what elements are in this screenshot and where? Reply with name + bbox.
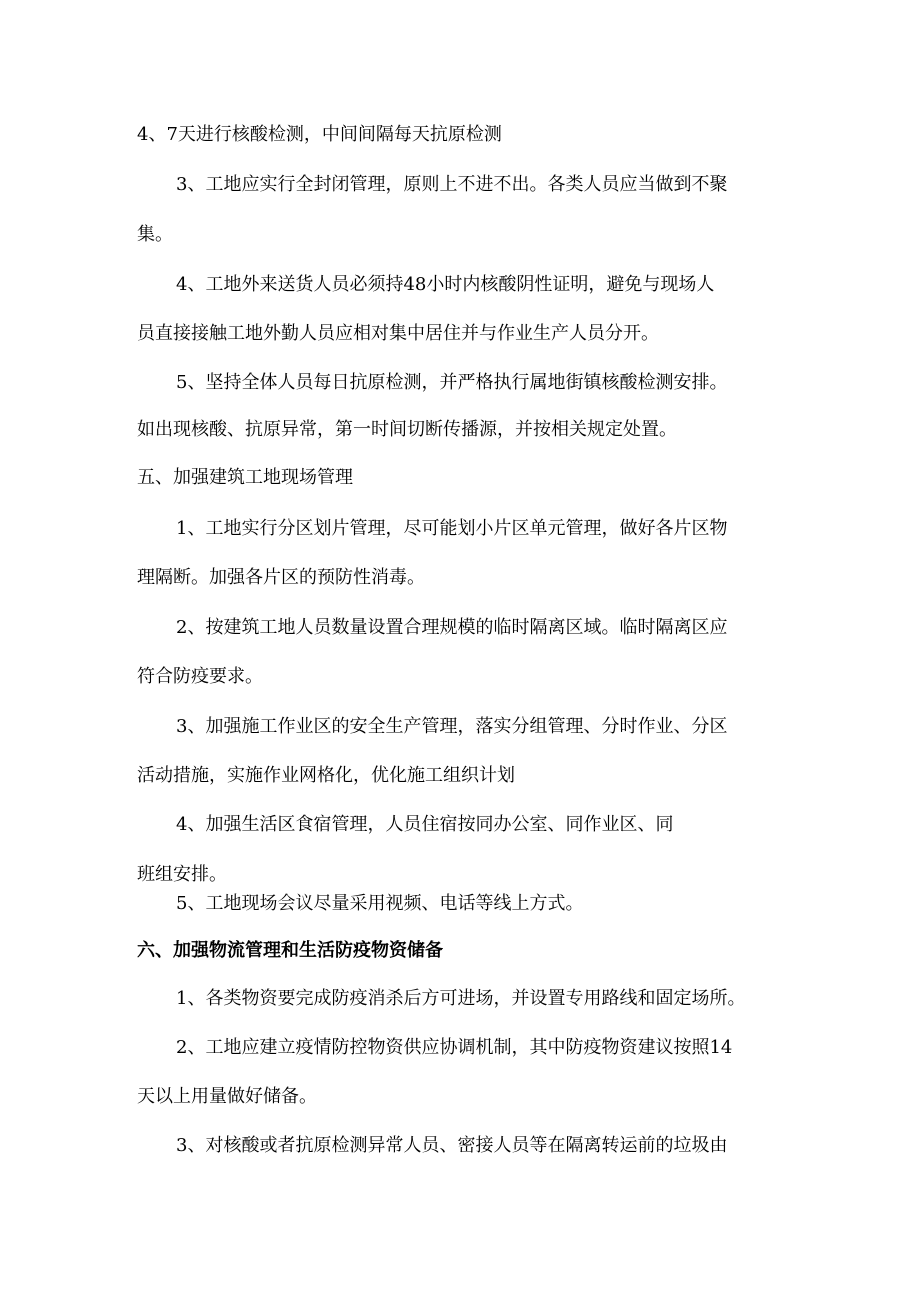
paragraph-item-3: 3、工地应实行全封闭管理，原则上不进不出。各类人员应当做到不聚 [176,174,728,195]
paragraph-item-1: 1、工地实行分区划片管理，尽可能划小片区单元管理，做好各片区物 [176,518,728,539]
text-line-continuation: 如出现核酸、抗原异常，第一时间切断传播源，并按相关规定处置。 [137,419,677,440]
text-line-continuation: 班组安排。 [137,864,227,885]
paragraph-item-2: 2、按建筑工地人员数量设置合理规模的临时隔离区域。临时隔离区应 [176,617,728,638]
section-heading-5: 五、加强建筑工地现场管理 [137,467,353,488]
text-line-continuation: 理隔断。加强各片区的预防性消毒。 [137,567,425,588]
text-line-continuation: 员直接接触工地外勤人员应相对集中居住并与作业生产人员分开。 [137,323,659,344]
section-heading-6: 六、加强物流管理和生活防疫物资储备 [137,940,443,961]
text-line-continuation: 符合防疫要求。 [137,666,263,687]
paragraph-item-4: 4、加强生活区食宿管理，人员住宿按同办公室、同作业区、同 [176,814,674,835]
paragraph-item-2: 2、工地应建立疫情防控物资供应协调机制，其中防疫物资建议按照14 [176,1037,733,1058]
text-line-continuation: 集。 [137,224,173,245]
paragraph-item-5: 5、坚持全体人员每日抗原检测，并严格执行属地街镇核酸检测安排。 [176,372,728,393]
paragraph-item-5: 5、工地现场会议尽量采用视频、电话等线上方式。 [176,893,584,914]
text-line-continuation: 4、7天进行核酸检测，中间间隔每天抗原检测 [137,124,502,145]
paragraph-item-1: 1、各类物资要完成防疫消杀后方可进场，并设置专用路线和固定场所。 [176,988,746,1009]
paragraph-item-4: 4、工地外来送货人员必须持48小时内核酸阴性证明，避免与现场人 [176,274,715,295]
text-line-continuation: 活动措施，实施作业网格化，优化施工组织计划 [137,765,515,786]
text-line-continuation: 天以上用量做好储备。 [137,1086,317,1107]
paragraph-item-3: 3、加强施工作业区的安全生产管理，落实分组管理、分时作业、分区 [176,716,728,737]
paragraph-item-3: 3、对核酸或者抗原检测异常人员、密接人员等在隔离转运前的垃圾由 [176,1135,728,1156]
